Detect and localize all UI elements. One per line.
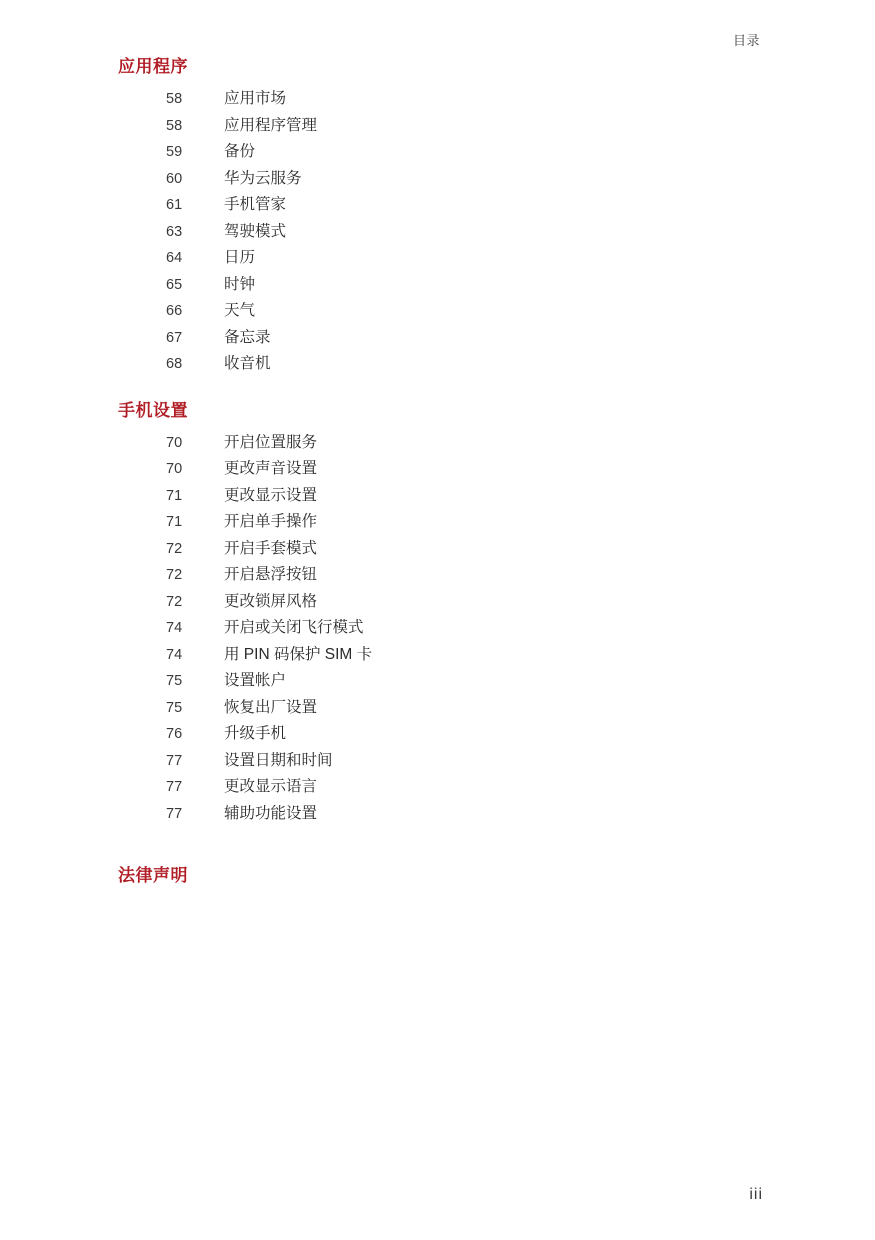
toc-entry[interactable] — [118, 483, 765, 510]
toc-entry[interactable] — [118, 509, 765, 536]
toc-entry[interactable] — [118, 562, 765, 589]
toc-entry-title: 升级手机 — [224, 725, 287, 742]
toc-section-applications — [118, 52, 765, 378]
toc-entry-title: 日历 — [224, 249, 256, 266]
toc-entry-list — [118, 86, 765, 378]
toc-entry-title: 恢复出厂设置 — [224, 698, 318, 716]
toc-entry-page: 58 — [166, 117, 183, 134]
toc-entry[interactable] — [118, 748, 765, 775]
toc-entry-title: 开启悬浮按钮 — [224, 566, 318, 583]
toc-entry-page: 64 — [166, 250, 183, 266]
toc-entry-page: 70 — [166, 461, 183, 477]
toc-entry-page: 76 — [166, 726, 183, 742]
toc-entry-page: 70 — [166, 434, 183, 451]
toc-entry[interactable] — [118, 86, 765, 113]
toc-entry-title: 手机管家 — [224, 196, 287, 213]
toc-entry-list — [118, 430, 765, 828]
toc-entry-title: 更改声音设置 — [224, 460, 318, 477]
section-heading: 法律声明 — [118, 866, 188, 885]
toc-entry[interactable] — [118, 113, 765, 140]
toc-entry[interactable] — [118, 298, 765, 325]
toc-entry-title: 天气 — [224, 302, 256, 319]
toc-entry-title: 华为云服务 — [224, 169, 302, 187]
toc-entry-page: 71 — [166, 487, 183, 504]
toc-entry-page: 72 — [166, 593, 183, 610]
toc-entry-title: 更改显示设置 — [224, 486, 318, 504]
toc-entry-title: 更改显示语言 — [224, 778, 318, 795]
running-head: 目录 — [732, 33, 760, 48]
toc-entry[interactable] — [118, 668, 765, 695]
section-heading: 应用程序 — [118, 57, 188, 76]
toc-entry-title: 时钟 — [224, 275, 256, 293]
toc-entry[interactable] — [118, 615, 765, 642]
toc-entry-title: 收音机 — [224, 355, 271, 372]
toc-entry-page: 77 — [166, 779, 183, 795]
toc-entry-title: 开启手套模式 — [224, 539, 318, 557]
toc-entry[interactable] — [118, 774, 765, 801]
toc-entry[interactable] — [118, 139, 765, 166]
toc-entry-title: 驾驶模式 — [224, 222, 287, 240]
toc-entry-title: 应用程序管理 — [224, 116, 318, 134]
toc-section-legal-notice — [118, 833, 765, 886]
toc-entry-title: 设置日期和时间 — [224, 751, 333, 769]
toc-entry-page: 63 — [166, 223, 183, 240]
toc-entry-title: 开启位置服务 — [224, 433, 318, 451]
toc-entry[interactable] — [118, 219, 765, 246]
toc-entry[interactable] — [118, 801, 765, 828]
toc-entry[interactable] — [118, 166, 765, 193]
toc-entry[interactable] — [118, 456, 765, 483]
toc-entry-page: 65 — [166, 276, 183, 293]
toc-entry-page: 67 — [166, 329, 183, 346]
toc-entry[interactable] — [118, 351, 765, 378]
toc-entry-page: 74 — [166, 646, 183, 663]
toc-entry[interactable] — [118, 589, 765, 616]
toc-entry[interactable] — [118, 272, 765, 299]
toc-entry[interactable] — [118, 536, 765, 563]
toc-entry-page: 74 — [166, 620, 183, 636]
section-heading: 手机设置 — [118, 400, 188, 420]
toc-entry-page: 59 — [166, 144, 183, 160]
toc-entry-page: 75 — [166, 673, 183, 689]
toc-entry-title: 开启单手操作 — [224, 513, 318, 530]
toc-entry-page: 68 — [166, 356, 183, 372]
toc-entry-title: 用 PIN 码保护 SIM 卡 — [224, 645, 373, 663]
toc-entry-page: 72 — [166, 540, 183, 557]
toc-entry[interactable] — [118, 325, 765, 352]
toc-entry-page: 75 — [166, 699, 183, 716]
toc-entry-title: 备份 — [224, 143, 256, 160]
toc-entry-page: 71 — [166, 514, 183, 530]
toc-entry-page: 60 — [166, 170, 183, 187]
toc-entry-page: 61 — [166, 197, 183, 213]
toc-entry-title: 更改锁屏风格 — [224, 592, 318, 610]
toc-content — [118, 52, 765, 895]
toc-entry-page: 72 — [166, 567, 183, 583]
toc-section-phone-settings — [118, 384, 765, 828]
toc-entry[interactable] — [118, 642, 765, 669]
page-number: iii — [749, 1186, 763, 1203]
toc-entry-title: 备忘录 — [224, 328, 271, 346]
toc-entry-page: 77 — [166, 752, 183, 769]
toc-entry[interactable] — [118, 192, 765, 219]
toc-entry-page: 77 — [166, 805, 183, 822]
toc-entry[interactable] — [118, 245, 765, 272]
toc-entry-page: 66 — [166, 303, 183, 319]
toc-entry-title: 应用市场 — [224, 90, 287, 107]
toc-entry[interactable] — [118, 430, 765, 457]
toc-entry-title: 设置帐户 — [224, 672, 287, 689]
toc-entry-title: 辅助功能设置 — [224, 804, 318, 822]
toc-entry-title: 开启或关闭飞行模式 — [224, 619, 364, 636]
toc-entry[interactable] — [118, 695, 765, 722]
toc-entry[interactable] — [118, 721, 765, 748]
toc-entry-page: 58 — [166, 91, 183, 107]
